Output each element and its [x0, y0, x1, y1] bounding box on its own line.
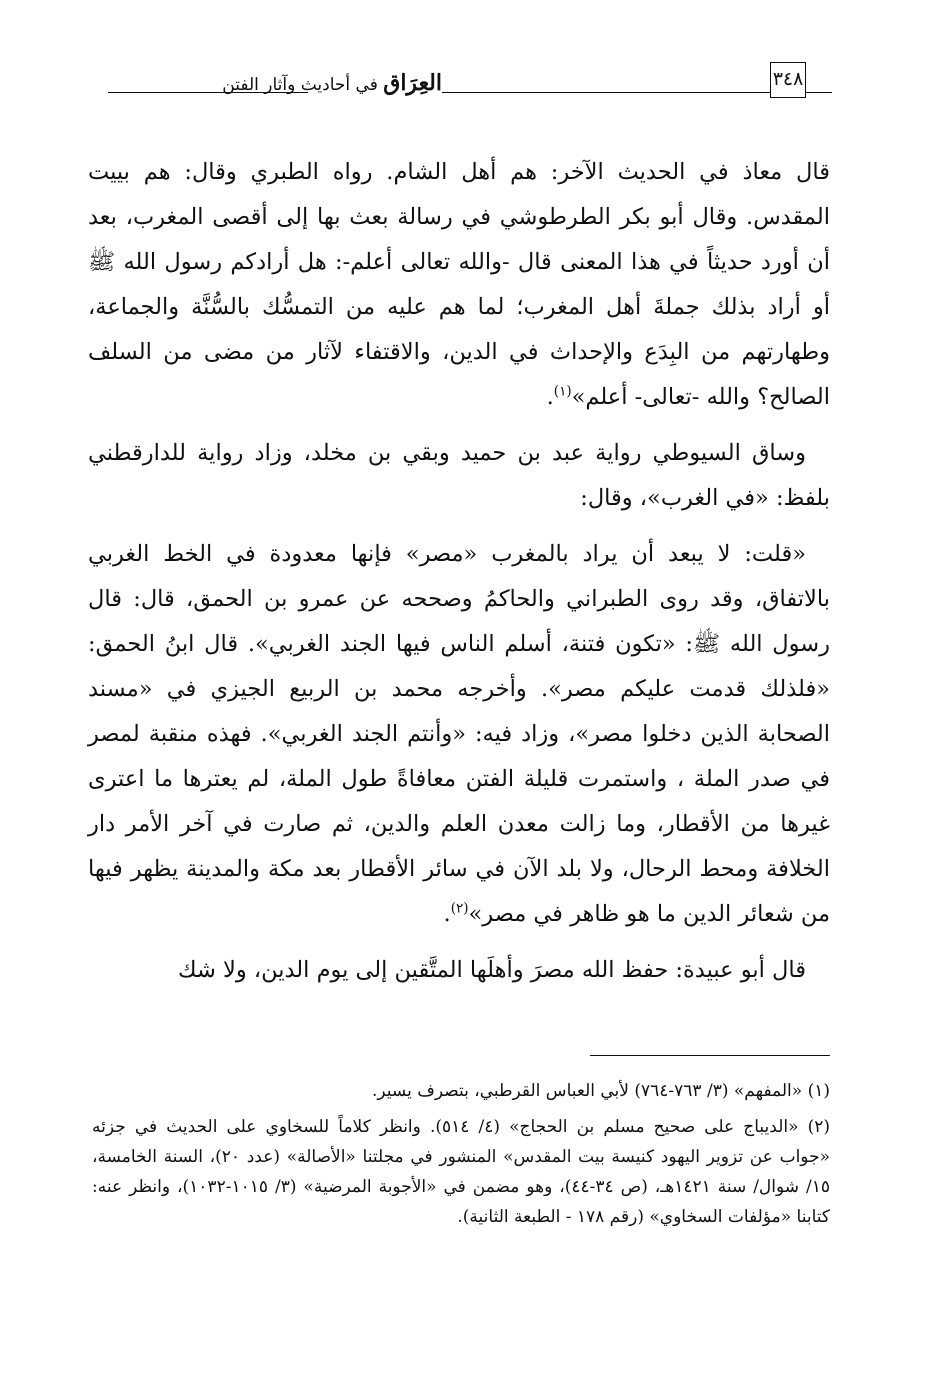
running-title-main: العِرَاق [383, 70, 442, 96]
header-rule-right [806, 92, 832, 93]
footnote-2: (٢) «الديباج على صحيح مسلم بن الحجاج» (٤/ ٥١٤). وانظر كلاماً للسخاوي على الحديث في جزئه «جواب عن تزوير اليهود كنيسة بيت المقدس» المنشور في مجلتنا «الأصالة» (عدد ٢٠)، السنة الخامسة، ١٥/ شوال/ سنة ١٤٢١هـ، (ص ٣٤-٤٤)، وهو مضمن في «الأجوبة المرضية» (٣/ ١٠١٥-١٠٣٢)، وانظر عنه: كتابنا «مؤلفات السخاوي» (رقم ١٧٨ - الطبعة الثانية). [92, 1117, 831, 1227]
paragraph-1 [88, 150, 830, 420]
header-rule-middle [442, 92, 770, 93]
paragraph-1-end: . [546, 384, 554, 410]
footnotes [92, 1076, 830, 1232]
paragraph-3-end: . [443, 901, 451, 927]
page-number: ٣٤٨ [770, 62, 806, 98]
paragraph-1-text: قال معاذ في الحديث الآخر: هم أهل الشام. رواه الطبري وقال: هم بييت المقدس. وقال أبو بكر الطرطوشي في رسالة بعث بها إلى أقصى المغرب، بعد أن أورد حديثاً في هذا المعنى قال -والله تعالى أعلم-: هل أرادكم رسول الله ﷺ أو أراد بذلك جملةَ أهل المغرب؛ لما هم عليه من التمسُّك بالسُّنَّة والجماعة، وطهارتهم من البِدَع والإحداث في الدين، والاقتفاء لآثار من مضى من السلف الصالح؟ والله -تعالى- أعلم» [88, 159, 830, 410]
paragraph-2-text: وساق السيوطي رواية عبد بن حميد وبقي بن مخلد، وزاد رواية للدارقطني بلفظ: «في الغرب»، وقال: [88, 440, 830, 511]
footnote-1: (١) «المفهم» (٣/ ٧٦٣-٧٦٤) لأبي العباس القرطبي، بتصرف يسير. [371, 1081, 830, 1101]
paragraph-4 [88, 948, 830, 993]
paragraph-2 [88, 431, 830, 521]
paragraph-3-text: «قلت: لا يبعد أن يراد بالمغرب «مصر» فإنها معدودة في الخط الغربي بالاتفاق، وقد روى الطبراني والحاكمُ وصححه عن عمرو بن الحمق، قال: قال رسول الله ﷺ: «تكون فتنة، أسلم الناس فيها الجند الغربي». قال ابنُ الحمق: «فلذلك قدمت عليكم مصر». وأخرجه محمد بن الربيع الجيزي في «مسند الصحابة الذين دخلوا مصر»، وزاد فيه: «وأنتم الجند الغربي». فهذه منقبة لمصر في صدر الملة ، واستمرت قليلة الفتن معافاةً طول الملة، لم يعترها ما اعترى غيرها من الأقطار، وما زالت معدن العلم والدين، ثم صارت في آخر الأمر دار الخلافة ومحط الرحال، ولا بلد الآن في سائر الأقطار بعد مكة والمدينة يظهر فيها من شعائر الدين ما هو ظاهر في مصر» [88, 541, 830, 927]
main-text [88, 150, 830, 993]
running-header [90, 58, 830, 110]
footnote-separator [590, 1055, 830, 1056]
running-title-rest: في أحاديث وآثار الفتن [222, 75, 378, 95]
footnote-ref-2: (٢) [450, 900, 469, 917]
paragraph-3 [88, 532, 830, 937]
paragraph-4-text: قال أبو عبيدة: حفظ الله مصرَ وأهلَها المتَّقين إلى يوم الدين، ولا شك [178, 957, 806, 983]
running-title [222, 68, 442, 100]
footnote-ref-1: (١) [553, 383, 572, 400]
